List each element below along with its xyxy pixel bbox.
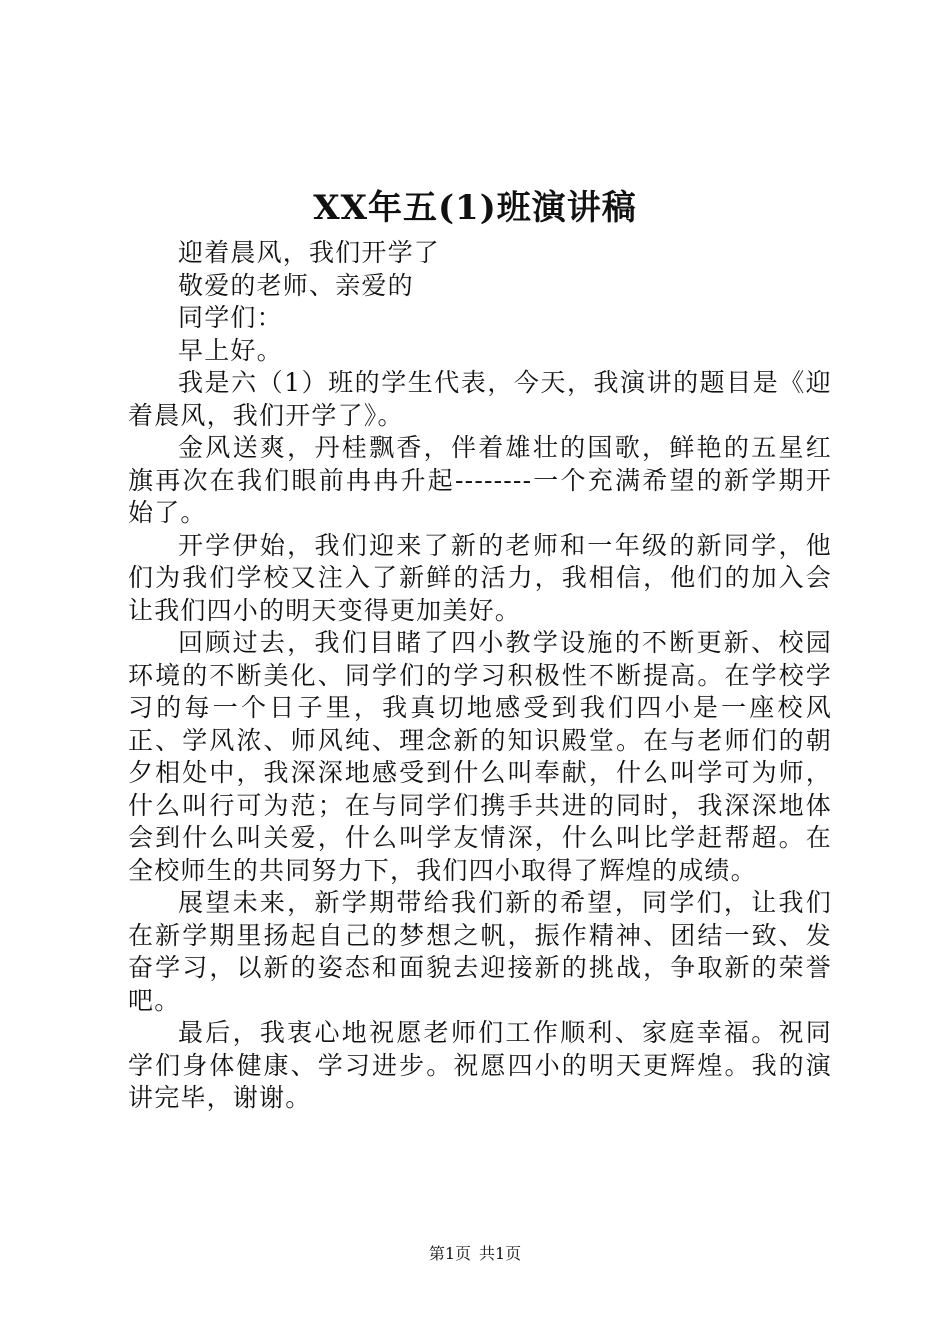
paragraph-outlook: 展望未来，新学期带给我们新的希望，同学们，让我们在新学期里扬起自己的梦想之帆，振作精神、团结一致、发奋学习，以新的姿态和面貌去迎接新的挑战，争取新的荣誉吧。 (128, 888, 832, 1015)
paragraph-greeting-line-1: 迎着晨风，我们开学了 (178, 238, 441, 267)
paragraph-review: 回顾过去，我们目睹了四小教学设施的不断更新、校园环境的不断美化、同学们的学习积极性不断提高。在学校学习的每一个日子里，我真切地感受到我们四小是一座校风正、学风浓、师风纯、理念新的知识殿堂。在与老师们的朝夕相处中，我深深地感受到什么叫奉献，什么叫学可为师，什么叫行可为范；在与同学们携手共进的同时，我深深地体会到什么叫关爱，什么叫学友情深，什么叫比学赶帮超。在全校师生的共同努力下，我们四小取得了辉煌的成绩。 (128, 628, 832, 885)
paragraph-greeting-line-3: 同学们： (178, 303, 283, 332)
paragraph-new-members: 开学伊始，我们迎来了新的老师和一年级的新同学，他们为我们学校又注入了新鲜的活力，我相信，他们的加入会让我们四小的明天变得更加美好。 (128, 530, 832, 625)
document-body (128, 237, 832, 1115)
page-number: 第1页 (428, 1244, 471, 1263)
paragraph-introduction: 我是六（1）班的学生代表，今天，我演讲的题目是《迎着晨风，我们开学了》。 (128, 368, 832, 430)
page-total: 共1页 (479, 1244, 522, 1263)
paragraph-new-semester: 金风送爽，丹桂飘香，伴着雄壮的国歌，鲜艳的五星红旗再次在我们眼前冉冉升起--------一个充满希望的新学期开始了。 (128, 433, 832, 527)
paragraph-closing: 最后，我衷心地祝愿老师们工作顺利、家庭幸福。祝同学们身体健康、学习进步。祝愿四小的明天更辉煌。我的演讲完毕，谢谢。 (128, 1018, 832, 1112)
paragraph-greeting-line-4: 早上好。 (178, 335, 283, 365)
page-title: XX年五(1)班演讲稿 (313, 188, 637, 228)
paragraph-greeting-line-2: 敬爱的老师、亲爱的 (178, 270, 414, 300)
page-footer (0, 1243, 950, 1265)
